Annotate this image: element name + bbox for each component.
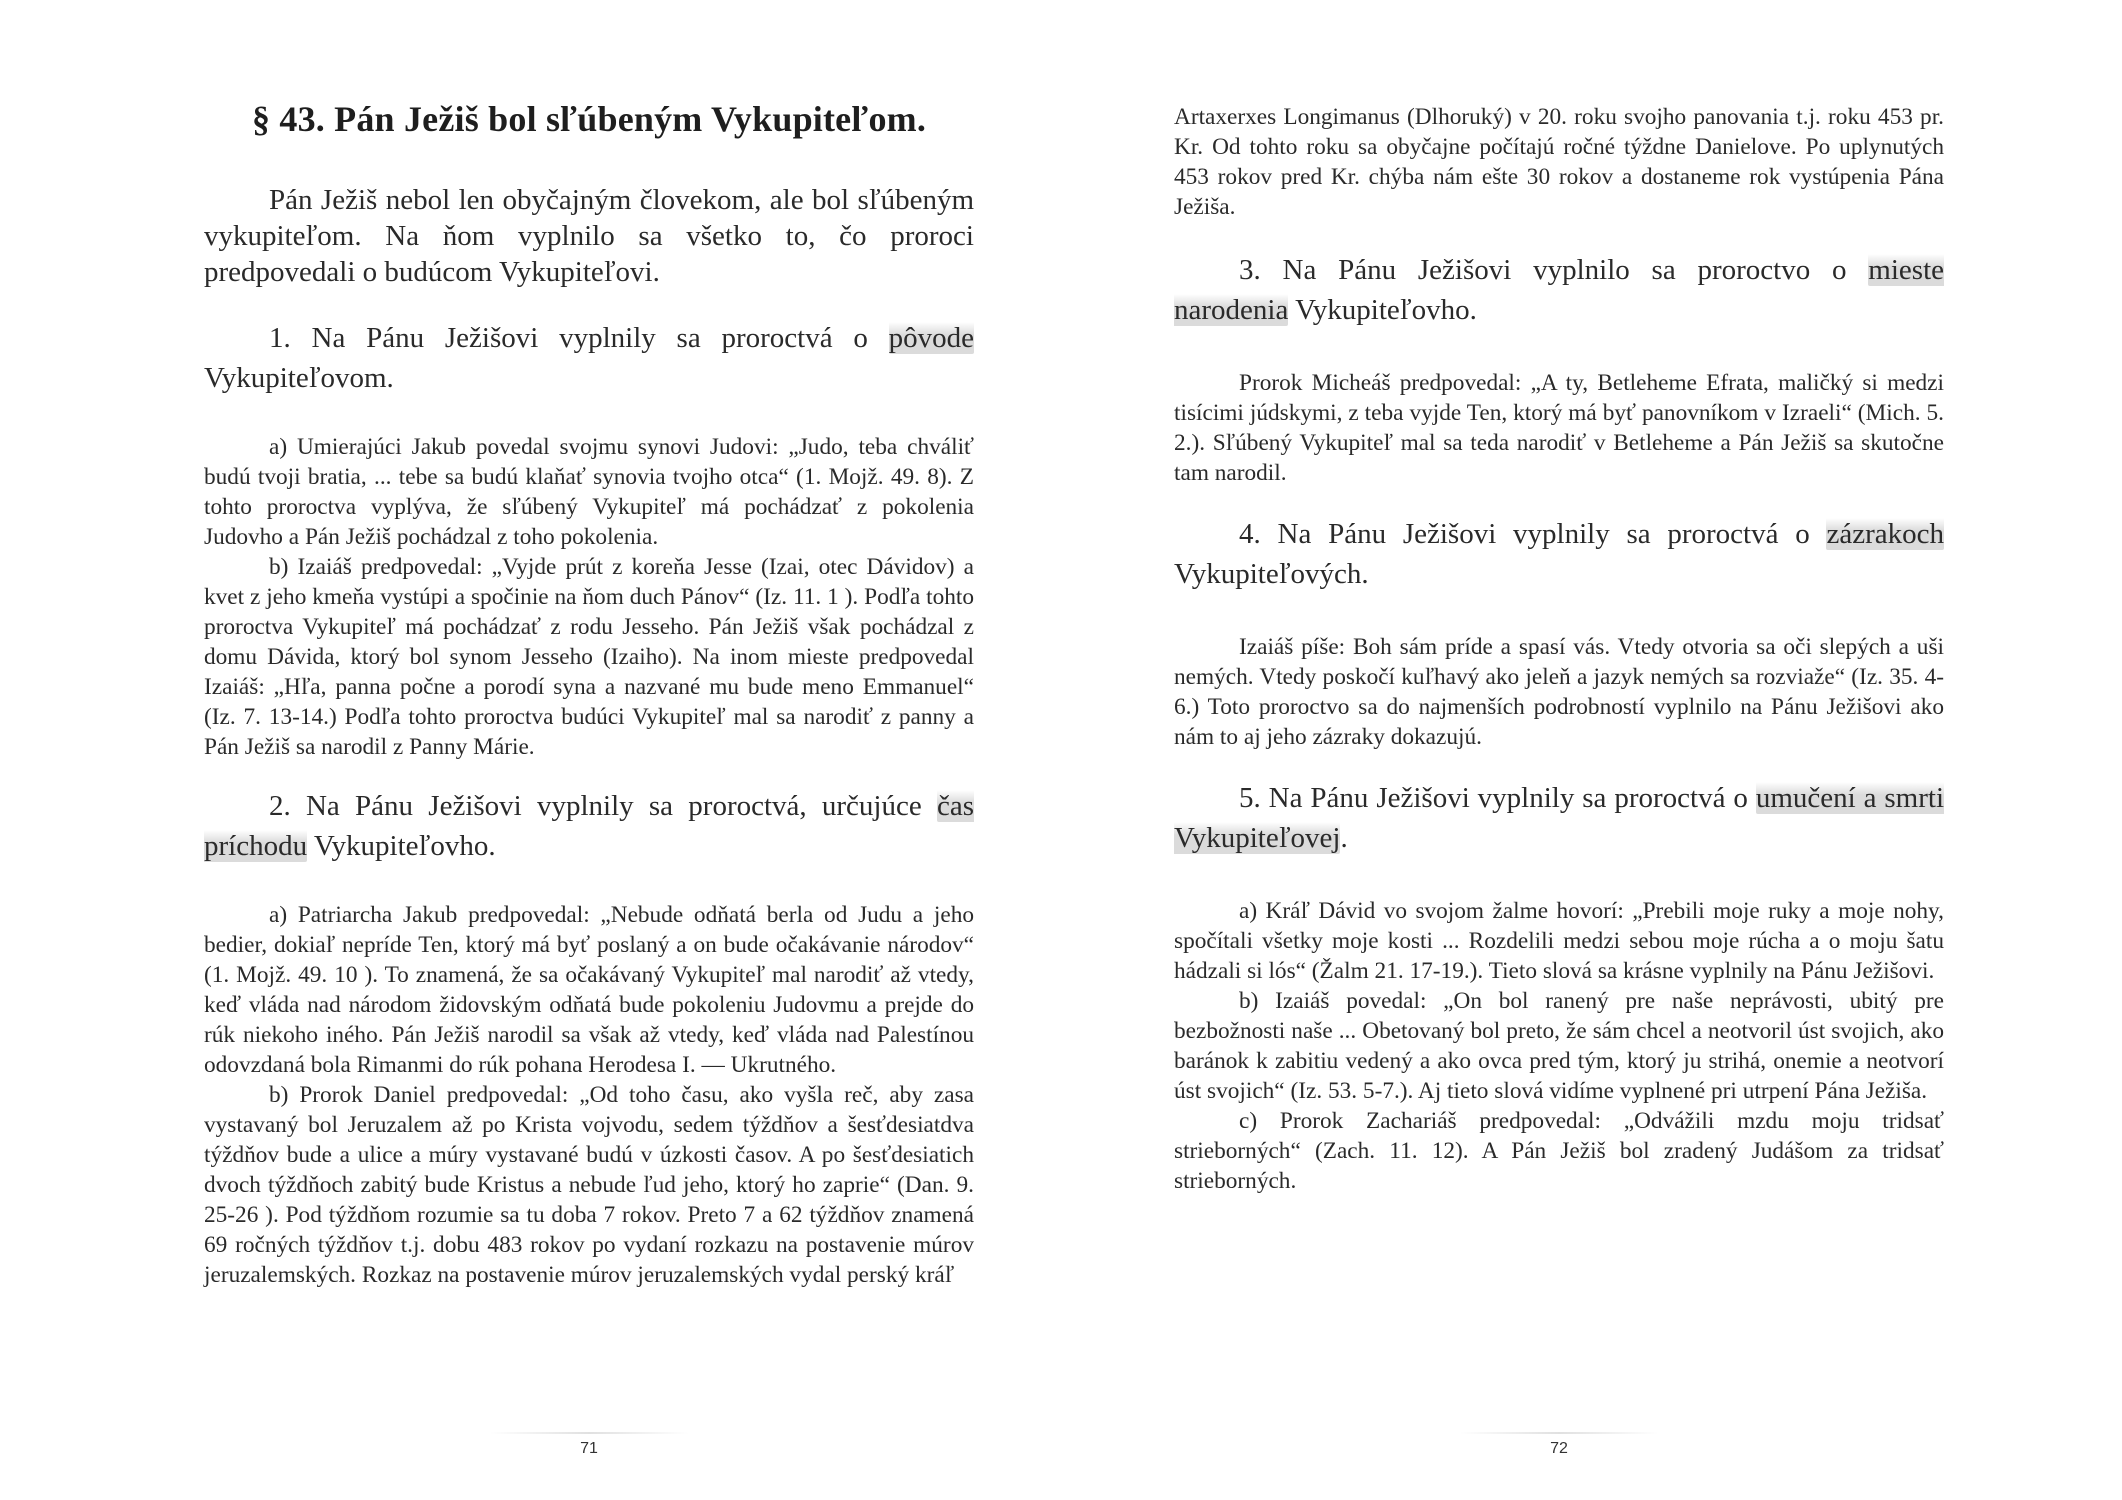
heading-3-text-end: Vykupiteľovho.: [1288, 294, 1477, 326]
heading-2: [204, 786, 974, 866]
paragraph-2b: b) Prorok Daniel predpovedal: „Od toho času, ako vyšla reč, aby zasa vystavaný bol Jeruzalem až po Krista vojvodu, sedem týždňov a šesťdesiatdva týždňov bude a ulice a múry vystavané budú v úzkosti časov. A po šesťdesiatich dvoch týždňoch zabitý bude Kristus a nebude ľud jeho, ktorý ho zaprie“ (Dan. 9. 25-26 ). Pod týždňom rozumie sa tu doba 7 rokov. Preto 7 a 62 týždňov znamená 69 ročných týždňov t.j. dobu 483 rokov po vydaní rozkazu na postavenie múrov jeruzalemských. Rozkaz na postavenie múrov jeruzalemských vydal perský kráľ: [204, 1082, 974, 1288]
paragraph-1a: a) Umierajúci Jakub povedal svojmu synovi Judovi: „Judo, teba chváliť budú tvoji bratia, ... tebe sa budú klaňať synovia tvojho otca“ (1. Mojž. 49. 8). Z tohto proroctva vyplýva, že sľúbený Vykupiteľ má pochádzať z pokolenia Judovho a Pán Ježiš pochádzal z toho pokolenia.: [204, 434, 974, 550]
paragraph-4: Izaiáš píše: Boh sám príde a spasí vás. Vtedy otvoria sa oči slepých a uši nemých. Vtedy poskočí kuľhavý ako jeleň a jazyk nemých sa rozviaže“ (Iz. 35. 4-6.) Toto proroctvo sa do najmenších podrobností vyplnilo na Pánu Ježišovi ako nám to aj jeho zázraky dokazujú.: [1174, 634, 1944, 750]
paragraph-5c: c) Prorok Zachariáš predpovedal: „Odvážili mzdu moju tridsať strieborných“ (Zach. 11. 12). A Pán Ježiš bol zradený Judášom za tridsať strieborných.: [1174, 1108, 1944, 1194]
page-number: 72: [1550, 1440, 1568, 1457]
heading-4-text: 4. Na Pánu Ježišovi vyplnily sa proroctvá o: [1239, 518, 1827, 550]
heading-1-text: 1. Na Pánu Ježišovi vyplnily sa proroctvá o: [269, 322, 889, 354]
paragraph-5b: b) Izaiáš povedal: „On bol ranený pre naše neprávosti, ubitý pre bezbožnosti naše ... Obetovaný bol preto, že sám chcel a neotvoril úst svojich, ako baránok k zabitiu vedený a ako ovca pred tým, ktorý ju strihá, onemie a neotvorí úst svojich“ (Iz. 53. 5-7.). Aj tieto slová vidíme vyplnené pri utrpení Pána Ježiša.: [1174, 988, 1944, 1104]
heading-1-highlight: pôvode: [888, 322, 974, 354]
page-number-divider: [1459, 1432, 1659, 1434]
paragraph-3: Prorok Micheáš predpovedal: „A ty, Betleheme Efrata, maličký si medzi tisícimi júdskymi, z teba vyjde Ten, ktorý má byť panovníkom v Izraeli“ (Mich. 5. 2.). Sľúbený Vykupiteľ mal sa teda narodiť v Betleheme a Pán Ježiš sa skutočne tam narodil.: [1174, 370, 1944, 486]
heading-2-text: 2. Na Pánu Ježišovi vyplnily sa proroctvá, určujúce: [269, 790, 937, 822]
heading-4-text-end: Vykupiteľových.: [1174, 558, 1369, 590]
heading-1: [204, 318, 974, 398]
heading-5-text-end: .: [1340, 822, 1348, 854]
paragraph-2a: a) Patriarcha Jakub predpovedal: „Nebude odňatá berla od Judu a jeho bedier, dokiaľ nepríde Ten, ktorý má byť poslaný a on bude očakávanie národov“ (1. Mojž. 49. 10 ). To znamená, že sa očakávaný Vykupiteľ mal narodiť až vtedy, keď vláda nad národom židovským odňatá bude pokoleniu Judovmu a prejde do rúk niekoho iného. Pán Ježiš narodil sa však až vtedy, keď vláda nad Palestínou odovzdaná bola Rimanmi do rúk pohana Herodesa I. — Ukrutného.: [204, 902, 974, 1078]
page-number: 71: [580, 1440, 598, 1457]
page-number-divider: [489, 1432, 689, 1434]
heading-2-text-end: Vykupiteľovho.: [307, 830, 496, 862]
heading-2-highlight: čas príchodu: [204, 790, 974, 862]
paragraph-5a: a) Kráľ Dávid vo svojom žalme hovorí: „Prebili moje ruky a moje nohy, spočítali všetky moje kosti ... Rozdelili medzi sebou moje rúcha a o moju šatu hádzali si lós“ (Žalm 21. 17-19.). Tieto slová sa krásne vyplnily na Pánu Ježišovi.: [1174, 898, 1944, 984]
right-page: [1174, 0, 1944, 1500]
paragraph-1b: b) Izaiáš predpovedal: „Vyjde prút z koreňa Jesse (Izai, otec Dávidov) a kvet z jeho kmeňa vystúpi a spočinie na ňom duch Pánov“ (Iz. 11. 1 ). Podľa tohto proroctva Vykupiteľ má pochádzať z rodu Jesseho. Pán Ježiš však pochádzal z domu Dávida, ktorý bol synom Jesseho (Izaiho). Na inom mieste predpovedal Izaiáš: „Hľa, panna počne a porodí syna a nazvané mu bude meno Emmanuel“ (Iz. 7. 13-14.) Podľa tohto proroctva budúci Vykupiteľ mal sa narodiť z panny a Pán Ježiš sa narodil z Panny Márie.: [204, 554, 974, 760]
paragraph-2b-continued: Artaxerxes Longimanus (Dlhoruký) v 20. roku svojho panovania t.j. roku 453 pr. Kr. Od tohto roku sa obyčajne počítajú ročné týždne Danielove. Po uplynutých 453 rokov pred Kr. chýba nám ešte 30 rokov a dostaneme rok vystúpenia Pána Ježiša.: [1174, 104, 1944, 220]
heading-5-text: 5. Na Pánu Ježišovi vyplnily sa proroctvá o: [1239, 782, 1756, 814]
heading-5: [1174, 778, 1944, 858]
left-page: [204, 0, 974, 1500]
intro-paragraph: Pán Ježiš nebol len obyčajným človekom, ale bol sľúbeným vykupiteľom. Na ňom vyplnilo sa všetko to, čo proroci predpovedali o budúcom Vykupiteľovi.: [204, 184, 974, 288]
heading-5-highlight: umučení a smrti Vykupiteľovej: [1174, 782, 1944, 854]
heading-3-text: 3. Na Pánu Ježišovi vyplnilo sa proroctvo o: [1239, 254, 1869, 286]
heading-1-text-end: Vykupiteľovom.: [204, 362, 394, 394]
section-title: § 43. Pán Ježiš bol sľúbeným Vykupiteľom.: [251, 99, 927, 139]
heading-4: [1174, 514, 1944, 594]
heading-4-highlight: zázrakoch: [1826, 518, 1944, 550]
heading-3: [1174, 250, 1944, 330]
heading-3-highlight: mieste narodenia: [1174, 254, 1944, 326]
